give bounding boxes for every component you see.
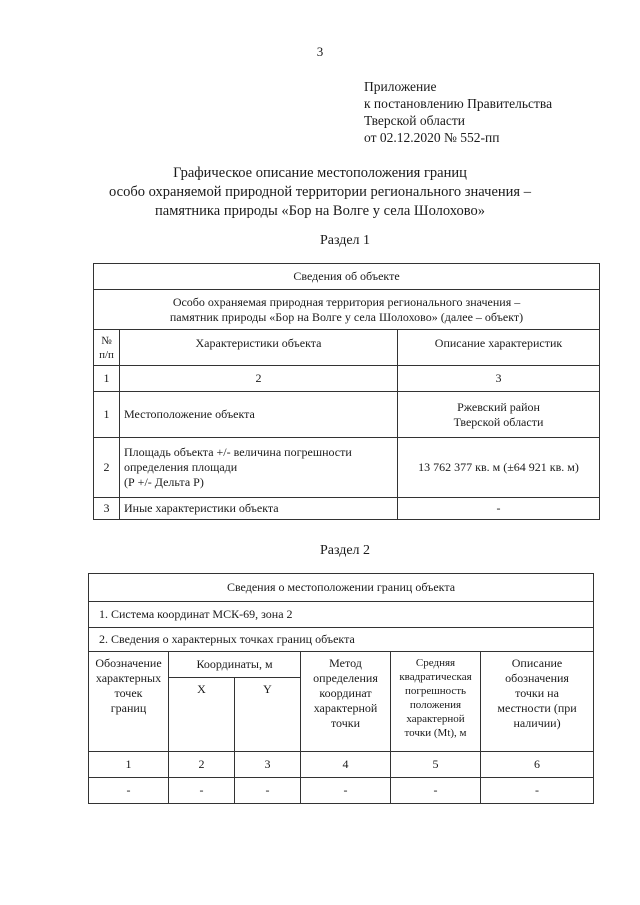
row-desc: 13 762 377 кв. м (±64 921 кв. м) [398,438,600,498]
col-num-line: п/п [99,348,114,361]
table-row [94,498,600,520]
header-line: точек [114,686,143,700]
appendix-block [364,78,552,146]
header-line: Средняя [415,657,456,669]
table-row [94,438,600,498]
index-cell: 5 [391,752,481,778]
value-cell: - [235,778,301,804]
col-x-header: X [169,678,235,752]
row-char-line: (Р +/- Дельта Р) [124,475,204,489]
row-char [120,438,398,498]
header-line: обозначения [505,671,569,685]
appendix-line: Приложение [364,79,437,94]
points-info: 2. Сведения о характерных точках границ объекта [89,628,594,652]
col-y-header: Y [235,678,301,752]
header-line: координат [319,686,372,700]
row-num: 1 [94,392,120,438]
col-char-header: Характеристики объекта [120,330,398,366]
header-line: границ [110,701,147,715]
object-info-table [93,263,600,520]
header-line: Метод [329,656,362,670]
index-cell: 3 [235,752,301,778]
coordinate-system: 1. Система координат МСК-69, зона 2 [89,602,594,628]
value-cell: - [169,778,235,804]
row-desc [398,392,600,438]
header-line: Описание [511,656,563,670]
header-line: точки (Mt), м [404,727,467,739]
index-cell: 2 [120,366,398,392]
row-char-line: определения площади [124,460,238,474]
row-desc-line: Ржевский район [457,399,540,414]
header-line: характерной [406,713,465,725]
header-line: характерных [95,671,162,685]
header-line: характерной [313,701,378,715]
title-line: памятника природы «Бор на Волге у села Шолохово» [155,203,485,219]
location-header: Сведения о местоположении границ объекта [89,574,594,602]
page-number: 3 [316,44,324,59]
table-row [94,392,600,438]
row-char: Иные характеристики объекта [120,498,398,520]
appendix-line: к постановлению Правительства [364,96,553,111]
header-line: Обозначение [95,656,162,670]
col-method-header [301,652,391,752]
index-cell: 1 [89,752,169,778]
header-line: квадратическая [399,671,472,683]
boundary-points-table [88,573,594,804]
col-coords-header: Координаты, м [169,652,301,678]
col-accuracy-header [391,652,481,752]
appendix-line: от 02.12.2020 № 552-пп [364,130,500,145]
document-title [60,164,580,221]
row-desc-line: Тверской области [453,414,544,429]
index-cell: 3 [398,366,600,392]
section1-heading: Раздел 1 [319,233,371,248]
appendix-line: Тверской области [364,113,465,128]
index-cell: 2 [169,752,235,778]
header-line: положения [409,699,462,711]
row-desc: - [398,498,600,520]
col-points-header [89,652,169,752]
title-line: Графическое описание местоположения границ [173,165,467,181]
col-num-header [94,330,120,366]
header-line: определения [313,671,378,685]
value-cell: - [481,778,594,804]
object-description [94,290,600,330]
row-char: Местоположение объекта [120,392,398,438]
header-line: точки на [515,686,559,700]
index-cell: 4 [301,752,391,778]
row-char-line: Площадь объекта +/- величина погрешности [124,445,352,459]
header-line: погрешность [404,685,467,697]
object-info-header: Сведения об объекте [94,264,600,290]
value-cell: - [301,778,391,804]
col-desc-header: Описание характеристик [398,330,600,366]
header-line: местности (при [497,701,577,715]
header-line: точки [330,716,361,730]
row-num: 3 [94,498,120,520]
header-line: наличии) [513,716,561,730]
col-point-desc-header [481,652,594,752]
index-cell: 1 [94,366,120,392]
section2-heading: Раздел 2 [319,543,371,558]
title-line: особо охраняемой природной территории регионального значения – [109,184,531,200]
value-cell: - [89,778,169,804]
object-desc-line: памятник природы «Бор на Волге у села Шолохово» (далее – объект) [169,309,524,324]
object-desc-line: Особо охраняемая природная территория регионального значения – [172,294,521,309]
value-cell: - [391,778,481,804]
table-row [89,778,594,804]
index-cell: 6 [481,752,594,778]
row-num: 2 [94,438,120,498]
col-num-line: № [101,334,112,347]
